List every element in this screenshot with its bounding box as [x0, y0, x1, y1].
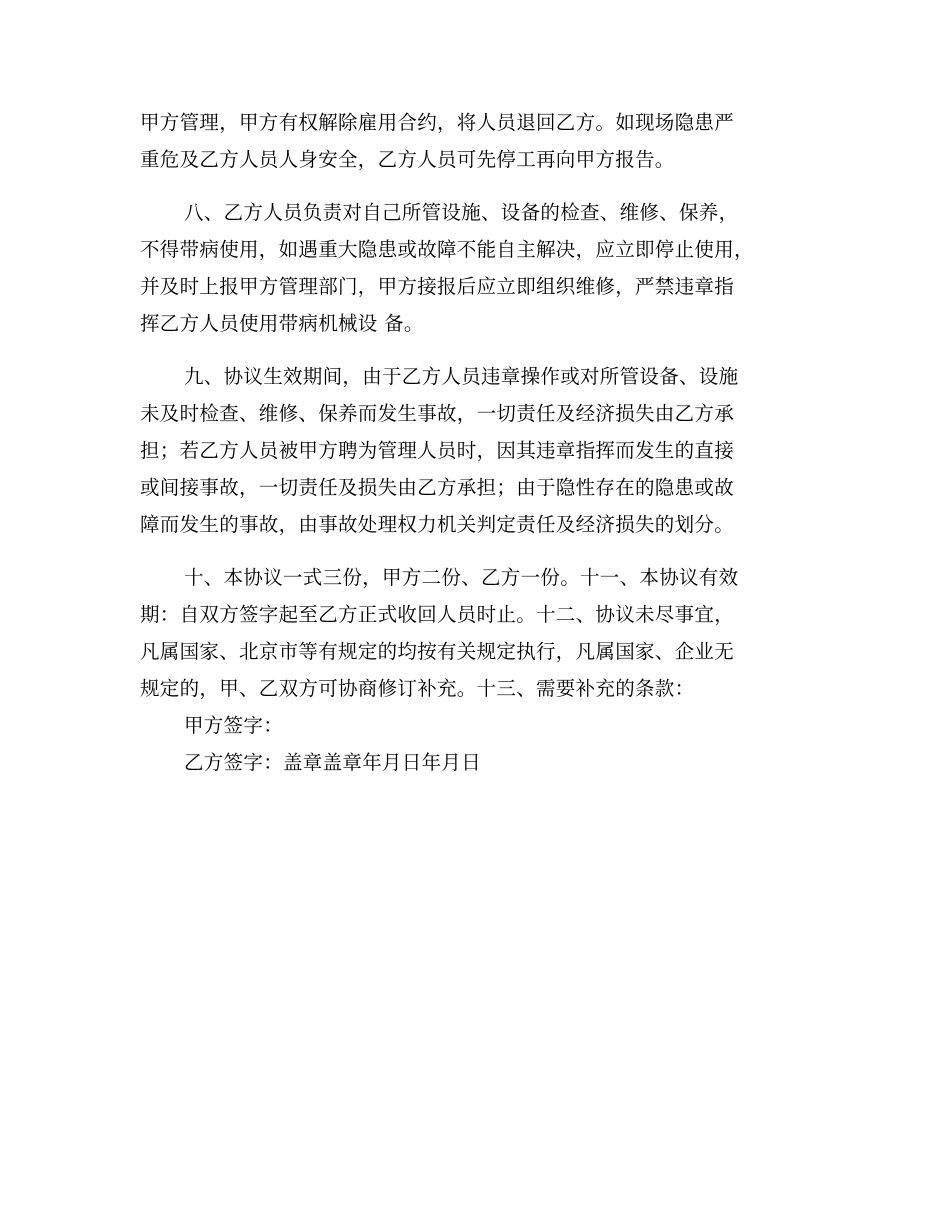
text-line: 并及时上报甲方管理部门，甲方接报后应立即组织维修，严禁违章指 [140, 275, 735, 298]
text-line: 重危及乙方人员人身安全，乙方人员可先停工再向甲方报告。 [140, 148, 675, 171]
document-body [140, 104, 808, 781]
text-line: 挥乙方人员使用带病机械设 备。 [140, 312, 424, 335]
text-line: 九、协议生效期间，由于乙方人员违章操作或对所管设备、设施 [184, 365, 739, 388]
clause-8 [140, 194, 808, 342]
text-line: 十、本协议一式三份，甲方二份、乙方一份。十一、本协议有效 [184, 566, 739, 589]
text-line: 担；若乙方人员被甲方聘为管理人员时，因其违章指挥而发生的直接 [140, 439, 735, 462]
clause-9 [140, 358, 808, 543]
text-line: 期：自双方签字起至乙方正式收回人员时止。十二、协议未尽事宜， [140, 603, 735, 626]
text-line: 不得带病使用，如遇重大隐患或故障不能自主解决，应立即停止使用， [140, 238, 754, 261]
text-line: 或间接事故，一切责任及损失由乙方承担；由于隐性存在的隐患或故 [140, 476, 735, 499]
party-b-signature: 乙方签字：盖章盖章年月日年月日 [184, 751, 482, 774]
text-line: 凡属国家、北京市等有规定的均按有关规定执行，凡属国家、企业无 [140, 640, 735, 663]
paragraph-continuation [140, 104, 808, 178]
text-line: 八、乙方人员负责对自己所管设施、设备的检查、维修、保养， [184, 201, 739, 224]
text-line: 甲方管理，甲方有权解除雇用合约，将人员退回乙方。如现场隐患严 [140, 111, 735, 134]
text-line: 障而发生的事故，由事故处理权力机关判定责任及经济损失的划分。 [140, 513, 735, 536]
text-line: 未及时检查、维修、保养而发生事故，一切责任及经济损失由乙方承 [140, 402, 735, 425]
party-a-signature: 甲方签字： [184, 714, 284, 737]
clause-10-13 [140, 559, 808, 707]
text-line: 规定的，甲、乙双方可协商修订补充。十三、需要补充的条款： [140, 677, 695, 700]
